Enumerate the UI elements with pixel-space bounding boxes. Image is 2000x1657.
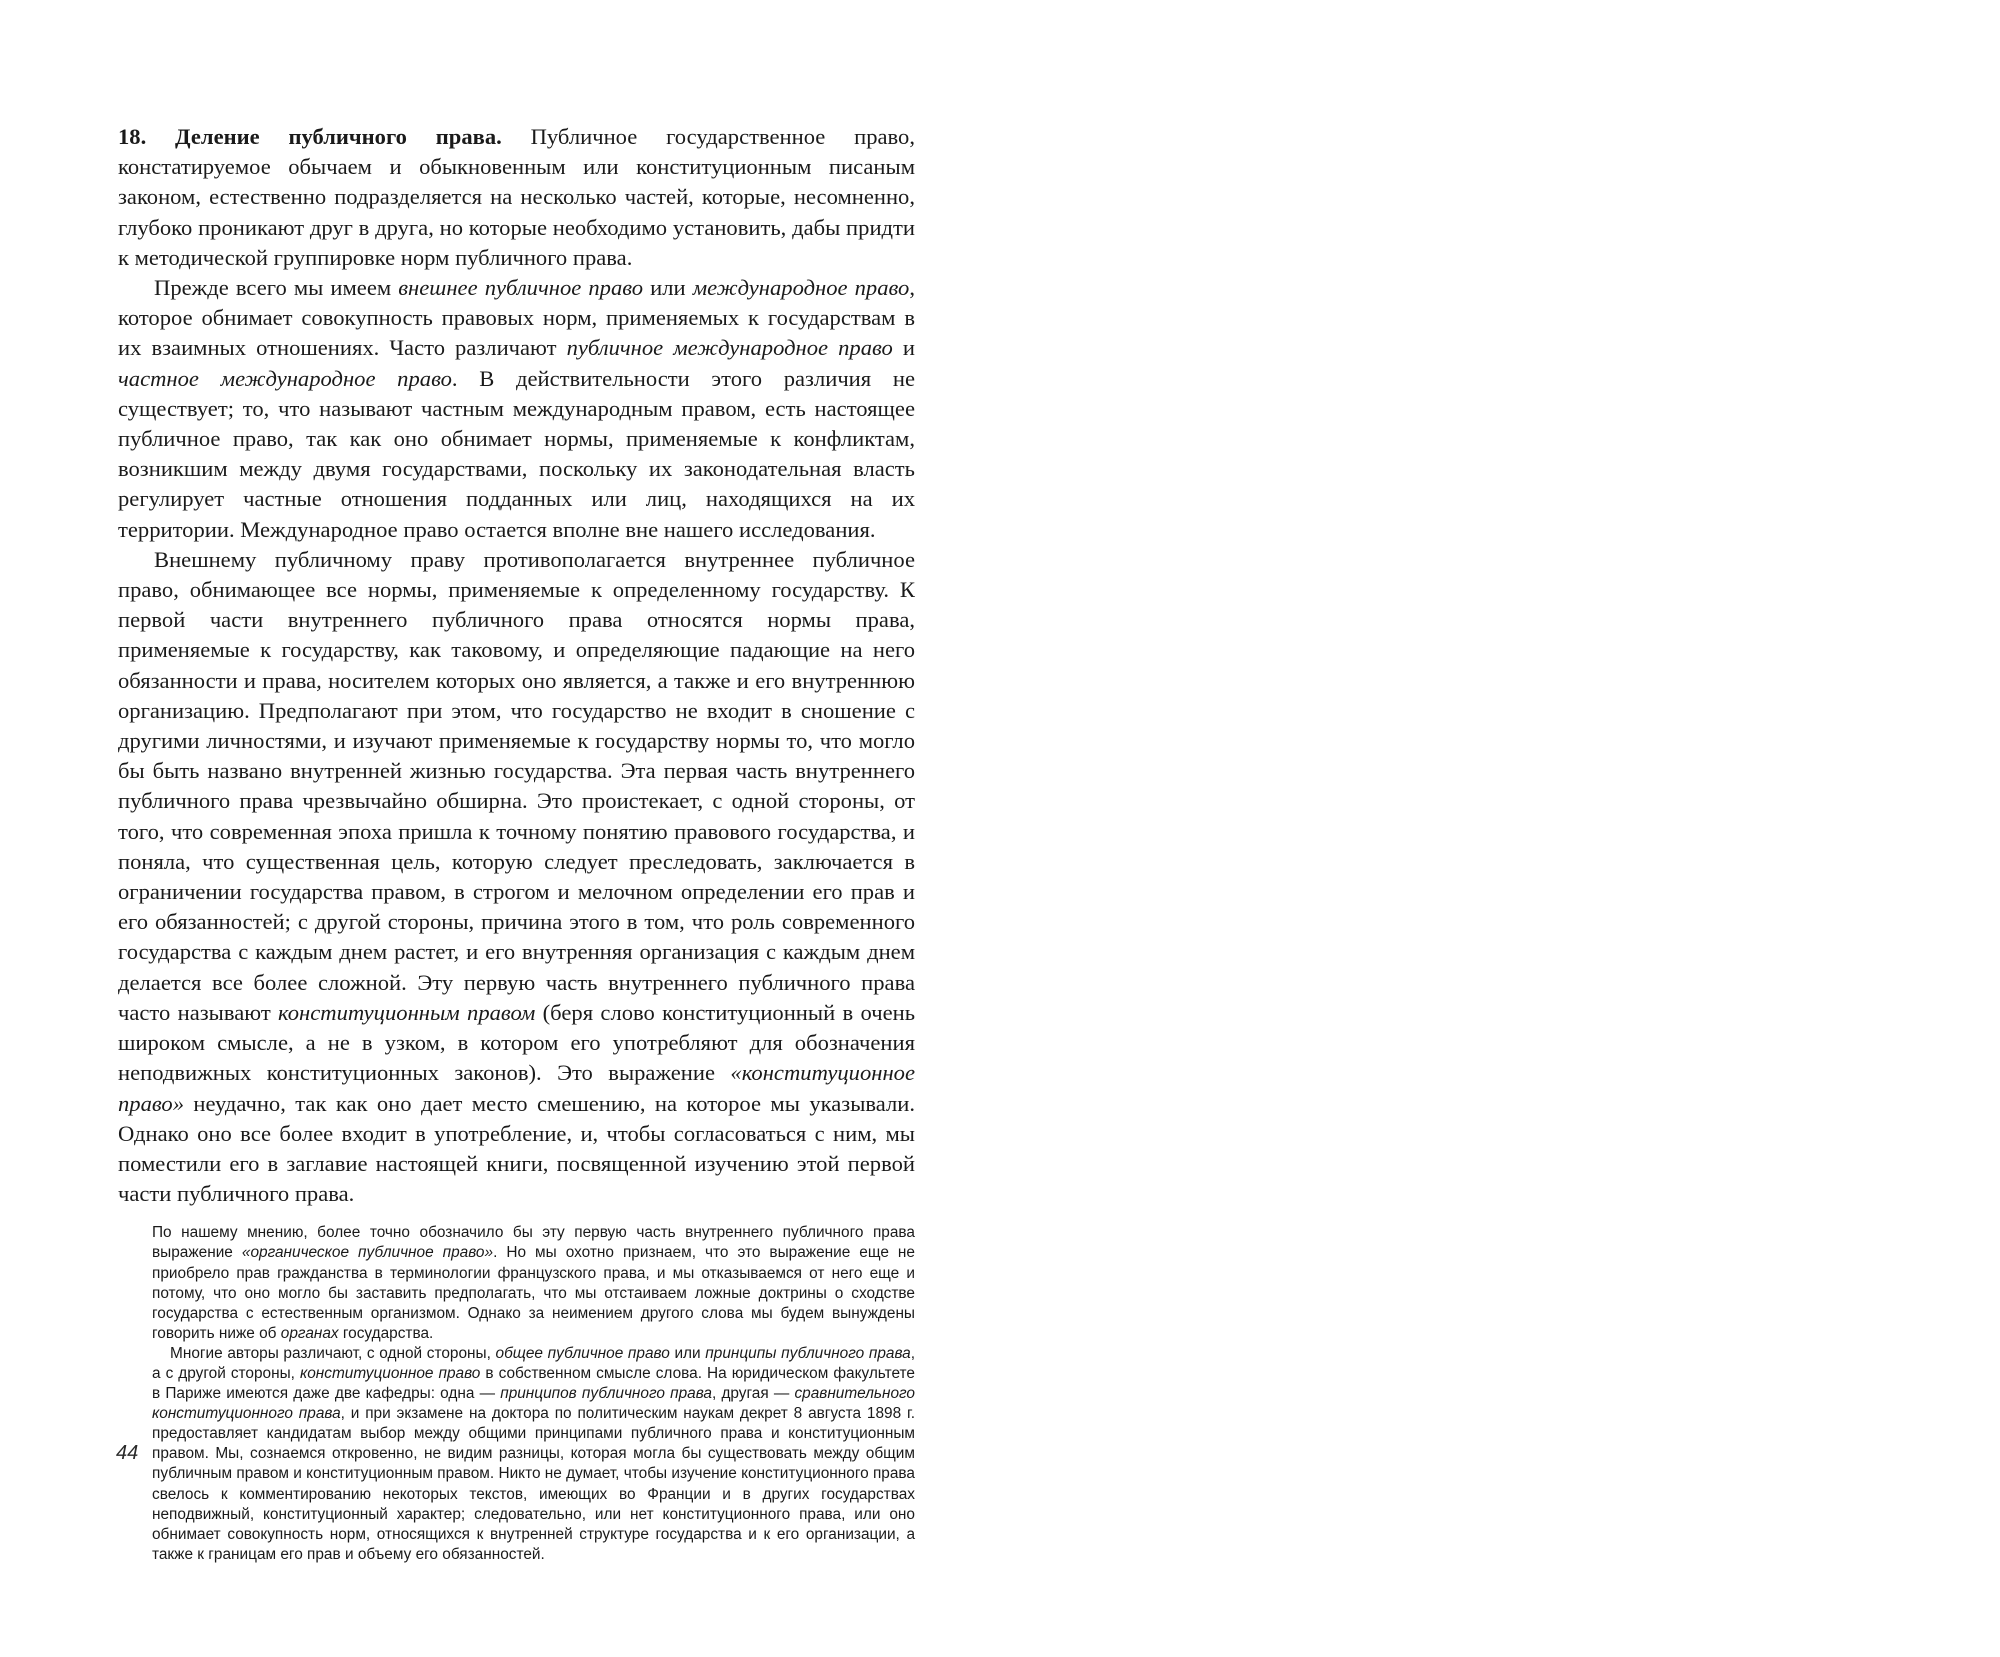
left-footnotes (118, 1223, 915, 1565)
section-heading: 18. Деление публичного права. (118, 124, 502, 149)
external-law-paragraph: Прежде всего мы имеем внешнее публичное право или международное право, которое обнимает совокупность правовых норм, применяемых к государствам в их взаимных отношениях. Часто различают публичное международное право и частное международное право. В действительности этого различия не существует; то, что называют частным международным правом, есть настоящее публичное право, так как оно обнимает нормы, применяемые к конфликтам, возникшим между двумя государствами, поскольку их законодательная власть регулирует частные отношения подданных или лиц, находящихся на их территории. Международное право остается вполне вне нашего исследования. (118, 275, 916, 542)
internal-law-paragraph: Внешнему публичному праву противополагается внутреннее публичное право, обнимающее все нормы, применяемые к определенному государству. К первой части внутреннего публичного права относятся нормы права, применяемые к государству, как таковому, и определяющие падающие на него обязанности и права, носителем которых оно является, а также и его внутреннюю организацию. Предполагают при этом, что государство не входит в сношение с другими личностями, и изучают применяемые к государству нормы то, что могло бы быть названо внутренней жизнью государства. Эта первая часть внутреннего публичного права чрезвычайно обширна. Это проистекает, с одной стороны, от того, что современная эпоха пришла к точному понятию правового государства, и поняла, что существенная цель, которую следует преследовать, заключается в ограничении государства правом, в строгом и мелочном определении его прав и его обязанностей; с другой стороны, причина этого в том, что роль современного государства с каждым днем растет, и его внутренняя организация с каждым днем делается все более сложной. Эту первую часть внутреннего публичного права часто называют конституционным правом (беря слово конституционный в очень широком смысле, а не в узком, в котором его употребляют для обозначения неподвижных конституционных законов). Это выражение «конституционное право» неудачно, так как оно дает место смешению, на которое мы указывали. Однако оно все более входит в употребление, и, чтобы согласоваться с ним, мы поместили его в заглавие настоящей книги, посвященной изучению этой первой части публичного права. (118, 546, 916, 1207)
page-number: 44 (116, 1442, 139, 1464)
right-page (1000, 0, 2000, 1522)
footnote-general-public-law: Многие авторы различают, с одной стороны, общее публичное право или принципы публичного права, а с другой стороны, конституционное право в собственном смысле слова. На юридическом факультете в Париже имеются даже две кафедры: одна — принципов публичного права, другая — сравнительного конституционного права, и при экзамене на доктора по политическим наукам декрет 8 августа 1898 г. предоставляет кандидатам выбор между общими принципами публичного права и конституционным правом. Мы, сознаемся откровенно, не видим разницы, которая могла бы существовать между общим публичным правом и конституционным правом. Никто не думает, чтобы изучение конституционного права свелось к комментированию некоторых текстов, имеющих во Франции и в других государствах неподвижный, конституционный характер; следовательно, или нет конституционного права, или оно обнимает совокупность норм, относящихся к внутренней структуре государства и к его организации, а также к границам его прав и объему его обязанностей. (152, 1344, 916, 1563)
left-page (0, 0, 1000, 1563)
section-18-paragraph: 18. Деление публичного права. Публичное государственное право, констатируемое обычаем и обыкновенным или конституционным писаным законом, естественно подразделяется на несколько частей, которые, несомненно, глубоко проникают друг в друга, но которые необходимо установить, дабы придти к методической группировке норм публичного права. (118, 124, 915, 270)
footnote-organic-law: По нашему мнению, более точно обозначило бы эту первую часть внутреннего публичного права выражение «органическое публичное право». Но мы охотно признаем, что это выражение еще не приобрело прав гражданства в терминологии французского права, и мы отказываемся от него еще и потому, что оно могло бы заставить предполагать, что мы отстаиваем ложные доктрины о сходстве государства с естественным организмом. Однако за неимением другого слова мы будем вынуждены говорить ниже об органах государства. (152, 1224, 915, 1342)
left-text-column (118, 122, 915, 1565)
